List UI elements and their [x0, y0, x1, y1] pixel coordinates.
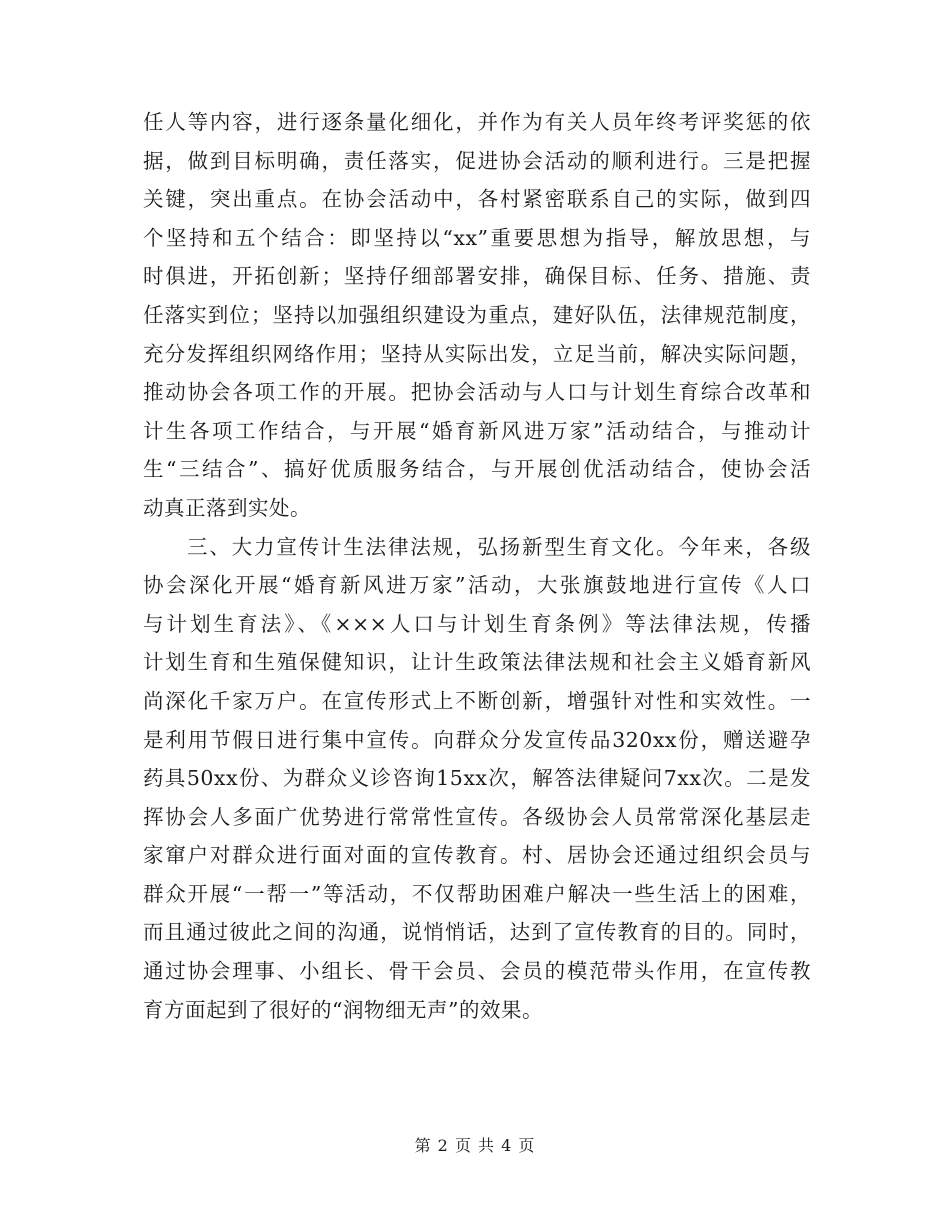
text-line: 协会深化开展“婚育新风进万家”活动，大张旗鼓地进行宣传《人口: [143, 573, 811, 598]
text-line: 任落实到位；坚持以加强组织建设为重点，建好队伍，法律规范制度，: [143, 302, 811, 327]
text-line: 通过协会理事、小组长、骨干会员、会员的模范带头作用，在宣传教: [143, 959, 811, 984]
text-line: 计生各项工作结合，与开展“婚育新风进万家”活动结合，与推动计: [143, 418, 811, 443]
text-line: 生“三结合”、搞好优质服务结合，与开展创优活动结合，使协会活: [143, 457, 811, 482]
text-line: 计划生育和生殖保健知识，让计生政策法律法规和社会主义婚育新风: [143, 650, 811, 675]
text-line-paragraph-start: 三、大力宣传计生法律法规，弘扬新型生育文化。今年来，各级: [187, 534, 811, 559]
text-line-paragraph-end: 育方面起到了很好的“润物细无声”的效果。: [143, 997, 543, 1022]
text-line: 家窜户对群众进行面对面的宣传教育。村、居协会还通过组织会员与: [143, 843, 811, 868]
text-line: 关键，突出重点。在协会活动中，各村紧密联系自己的实际，做到四: [143, 187, 811, 212]
text-line: 与计划生育法》、《×××人口与计划生育条例》等法律法规，传播: [143, 611, 811, 636]
text-line: 是利用节假日进行集中宣传。向群众分发宣传品320xx份，赠送避孕: [143, 727, 811, 752]
text-line-paragraph-end: 动真正落到实处。: [143, 495, 311, 520]
text-line: 尚深化千家万户。在宣传形式上不断创新，增强针对性和实效性。一: [143, 688, 811, 713]
text-line: 而且通过彼此之间的沟通，说悄悄话，达到了宣传教育的目的。同时，: [143, 920, 811, 945]
text-line: 任人等内容，进行逐条量化细化，并作为有关人员年终考评奖惩的依: [143, 110, 811, 134]
text-line: 据，做到目标明确，责任落实，促进协会活动的顺利进行。三是把握: [143, 148, 811, 173]
text-line: 群众开展“一帮一”等活动，不仅帮助困难户解决一些生活上的困难，: [143, 881, 811, 906]
text-line: 充分发挥组织网络作用；坚持从实际出发，立足当前，解决实际问题，: [143, 341, 811, 366]
text-line: 药具50xx份、为群众义诊咨询15xx次，解答法律疑问7xx次。二是发: [143, 766, 811, 791]
text-line: 推动协会各项工作的开展。把协会活动与人口与计划生育综合改革和: [143, 380, 811, 405]
text-line: 个坚持和五个结合：即坚持以“xx”重要思想为指导，解放思想，与: [143, 225, 811, 250]
body-text: [143, 103, 811, 1029]
text-line: 时俱进，开拓创新；坚持仔细部署安排，确保目标、任务、措施、责: [143, 264, 811, 289]
text-line: 挥协会人多面广优势进行常常性宣传。各级协会人员常常深化基层走: [143, 804, 811, 829]
page-number-footer: 第 2 页 共 4 页: [414, 1136, 536, 1155]
